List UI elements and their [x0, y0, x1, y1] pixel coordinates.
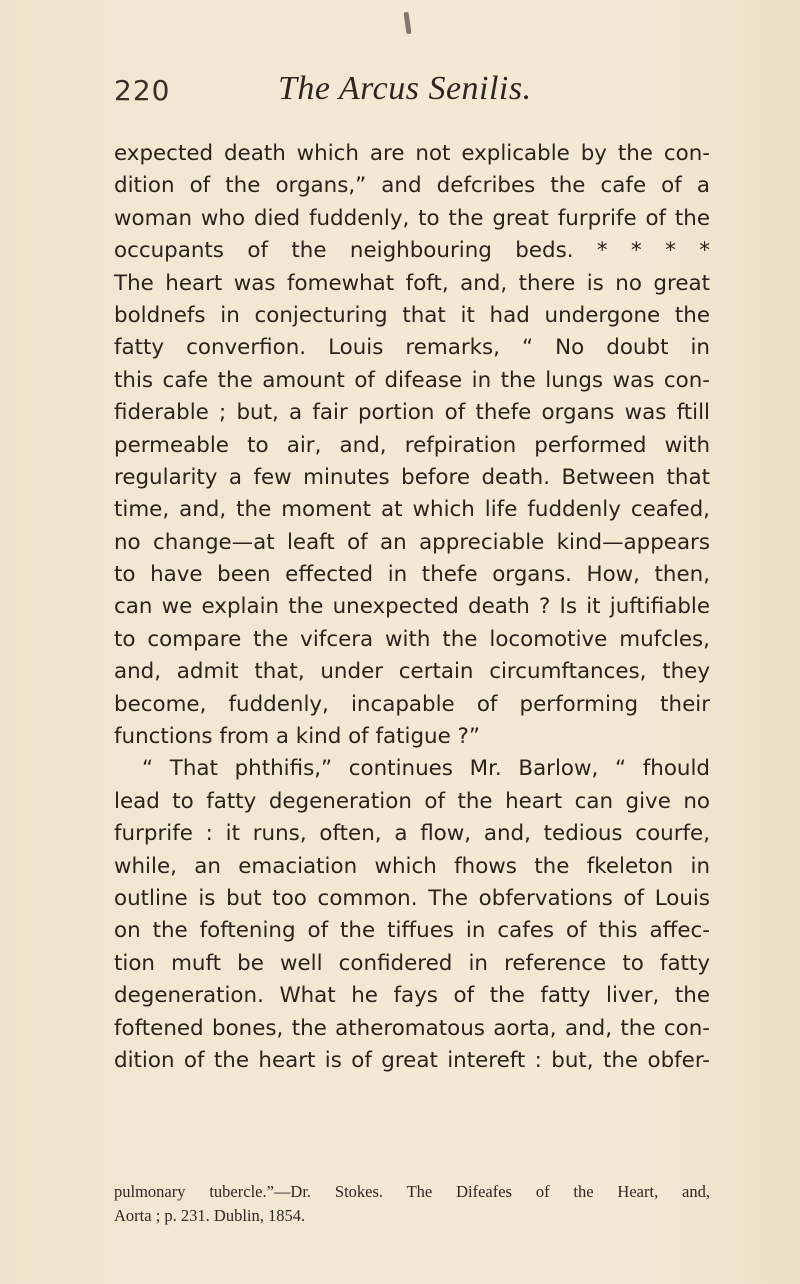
text-line: expected death which are not explicable by the con-: [114, 141, 710, 166]
text-line: regularity a few minutes before death. Between that: [114, 464, 710, 490]
text-line: on the foftening of the tiffues in cafes of this affec-: [114, 918, 710, 944]
footnote-line: Aorta ; p. 231. Dublin, 1854.: [114, 1206, 306, 1225]
ink-speck: [403, 12, 411, 34]
text-line: time, and, the moment at which life fuddenly ceafed,: [114, 497, 710, 523]
body-text: [114, 138, 710, 1077]
text-line: and, admit that, under certain circumftances, they: [114, 659, 710, 685]
text-line: fiderable ; but, a fair portion of thefe organs was ftill: [114, 400, 710, 426]
text-line: outline is but too common. The obfervations of Louis: [114, 885, 710, 911]
text-line: while, an emaciation which fhows the fkeleton in: [114, 853, 710, 879]
running-title: The Arcus Senilis.: [278, 70, 532, 107]
text-line: functions from a kind of fatigue ?”: [114, 724, 480, 750]
text-line: foftened bones, the atheromatous aorta, and, the con-: [114, 1015, 710, 1041]
footnote-line: pulmonary tubercle.”—Dr. Stokes. The Difeafes of the Heart, and,: [114, 1182, 710, 1201]
text-line: dition of the organs,” and defcribes the cafe of a: [114, 173, 710, 199]
text-line: lead to fatty degeneration of the heart can give no: [114, 788, 710, 814]
footnote: [114, 1180, 710, 1228]
text-line: occupants of the neighbouring beds. * * * *: [114, 238, 710, 264]
text-line: tion muft be well confidered in reference to fatty: [114, 950, 710, 976]
text-line: dition of the heart is of great intereft : but, the obfer-: [114, 1047, 710, 1073]
text-line: woman who died fuddenly, to the great furprife of the: [114, 205, 710, 231]
text-line: become, fuddenly, incapable of performing their: [114, 691, 710, 717]
text-line: The heart was fomewhat foft, and, there is no great: [114, 270, 710, 296]
page-number: 220: [114, 74, 171, 107]
text-line: permeable to air, and, refpiration performed with: [114, 432, 710, 458]
text-line: no change—at leaft of an appreciable kind—appears: [114, 529, 710, 555]
text-line: boldnefs in conjecturing that it had undergone the: [114, 302, 710, 328]
text-line: this cafe the amount of difease in the lungs was con-: [114, 367, 710, 393]
running-head: [114, 70, 704, 118]
text-line: fatty converfion. Louis remarks, “ No doubt in: [114, 335, 710, 361]
text-line: furprife : it runs, often, a flow, and, tedious courfe,: [114, 821, 710, 847]
text-line: can we explain the unexpected death ? Is it juftifiable: [114, 594, 710, 620]
text-line: to have been effected in thefe organs. How, then,: [114, 562, 710, 588]
text-line: “ That phthifis,” continues Mr. Barlow, “ fhould: [142, 756, 710, 782]
text-line: to compare the vifcera with the locomotive mufcles,: [114, 626, 710, 652]
text-line: degeneration. What he fays of the fatty liver, the: [114, 983, 710, 1009]
